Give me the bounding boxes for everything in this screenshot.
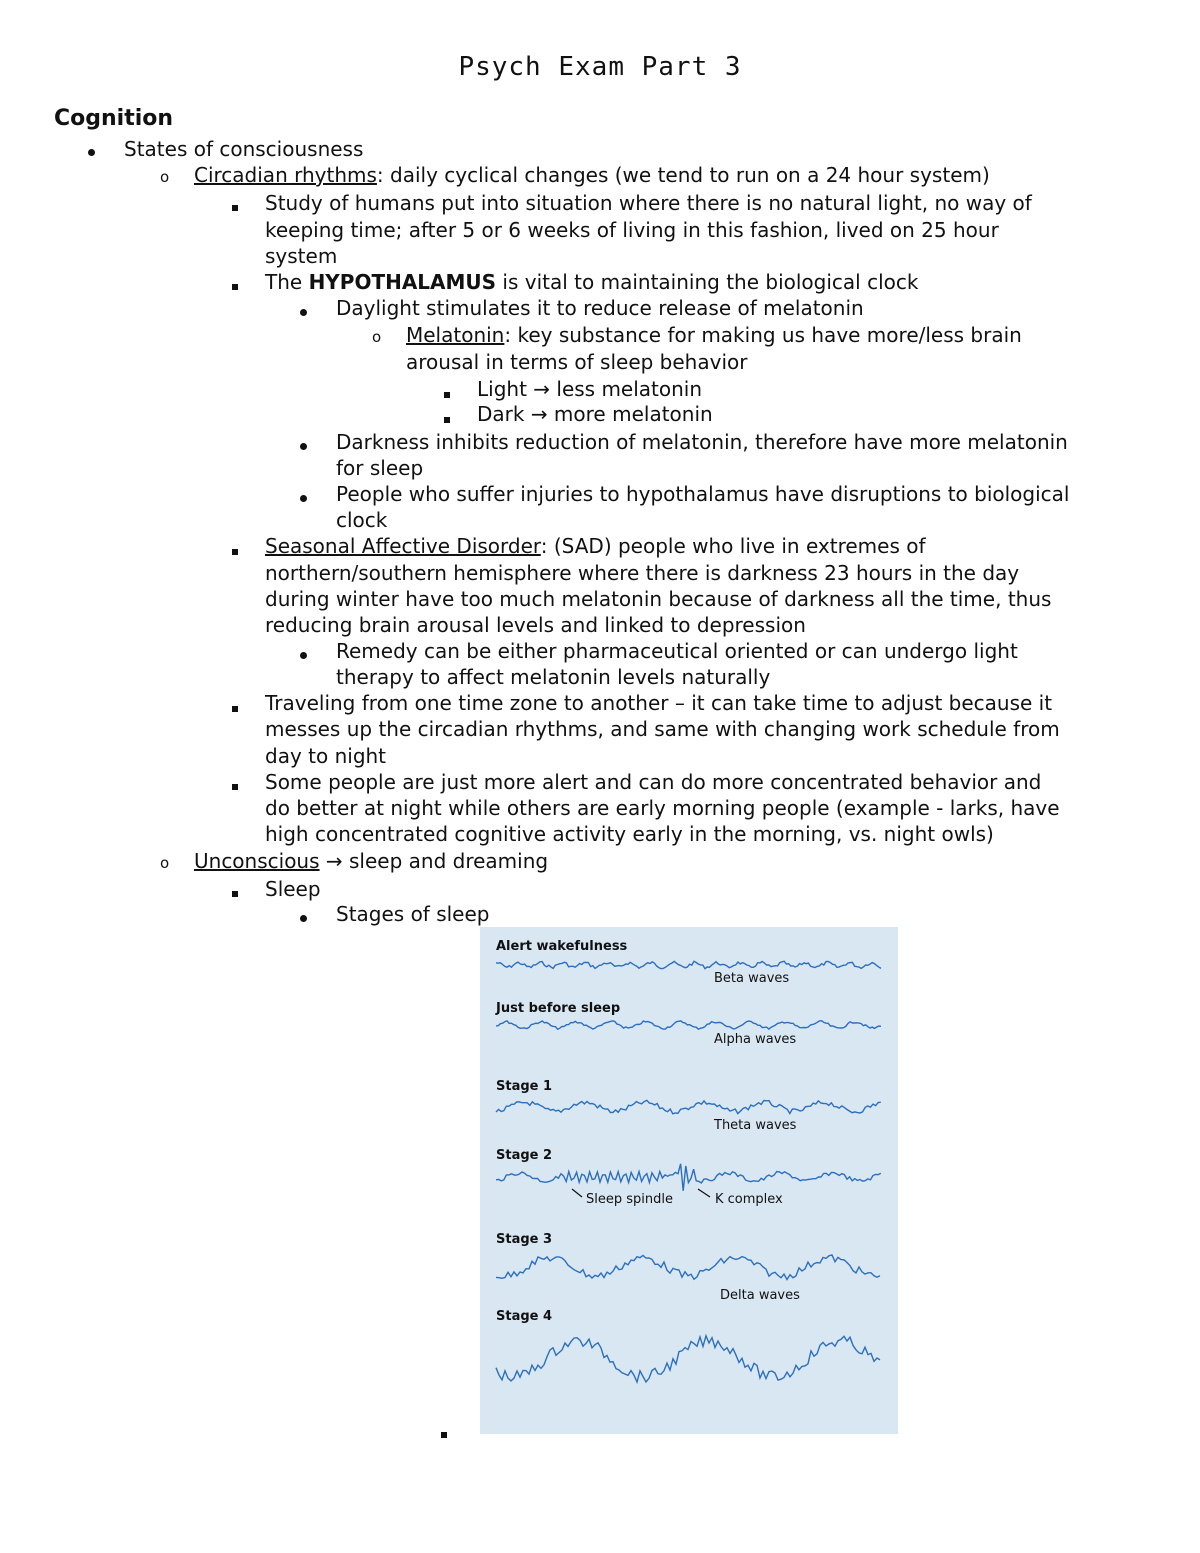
wave-delta-stage3 bbox=[496, 1255, 880, 1280]
wave-alpha bbox=[496, 1021, 881, 1030]
label-beta-waves: Beta waves bbox=[714, 971, 790, 986]
sad-term: Seasonal Affective Disorder bbox=[265, 534, 541, 558]
arrow-k-complex bbox=[698, 1189, 710, 1197]
bullet-square bbox=[232, 535, 238, 561]
bullet-disc bbox=[300, 430, 307, 456]
remedy-line-2: therapy to affect melatonin levels naturally bbox=[336, 665, 771, 689]
list-item-states: States of consciousness bbox=[124, 137, 364, 161]
alert-line-2: do better at night while others are early morning people (example - larks, have bbox=[265, 796, 1060, 820]
bullet-disc bbox=[300, 482, 307, 508]
list-item-stages: Stages of sleep bbox=[336, 902, 490, 926]
bullet-disc bbox=[300, 902, 307, 928]
darkness-line-1: Darkness inhibits reduction of melatonin, therefore have more melatonin bbox=[336, 430, 1068, 454]
label-alpha-waves: Alpha waves bbox=[714, 1032, 797, 1047]
label-sleep-spindle: Sleep spindle bbox=[586, 1192, 673, 1207]
alert-line-1: Some people are just more alert and can do more concentrated behavior and bbox=[265, 770, 1042, 794]
study-line-1: Study of humans put into situation where there is no natural light, no way of bbox=[265, 191, 1032, 215]
list-item-sleep: Sleep bbox=[265, 877, 321, 901]
study-line-2: keeping time; after 5 or 6 weeks of living in this fashion, lived on 25 hour bbox=[265, 218, 999, 242]
sad-line-4: reducing brain arousal levels and linked to depression bbox=[265, 613, 806, 637]
melatonin-definition: : key substance for making us have more/less brain bbox=[504, 323, 1022, 347]
eeg-sleep-stages-figure bbox=[480, 927, 898, 1434]
label-stage-1: Stage 1 bbox=[496, 1079, 553, 1094]
remedy-line-1: Remedy can be either pharmaceutical oriented or can undergo light bbox=[336, 639, 1018, 663]
list-item-light: Light → less melatonin bbox=[477, 377, 703, 401]
bullet-square bbox=[232, 270, 238, 296]
label-k-complex: K complex bbox=[715, 1192, 783, 1207]
list-item-circadian bbox=[194, 162, 990, 188]
label-stage-3: Stage 3 bbox=[496, 1232, 553, 1247]
wave-theta bbox=[496, 1100, 881, 1114]
sad-line-3: during winter have too much melatonin because of darkness all the time, thus bbox=[265, 587, 1052, 611]
list-item-melatonin bbox=[406, 322, 1022, 348]
hypothalamus-prefix: The bbox=[265, 270, 309, 294]
melatonin-line-2: arousal in terms of sleep behavior bbox=[406, 350, 748, 374]
list-item-sad bbox=[265, 533, 926, 559]
section-heading: Cognition bbox=[54, 106, 174, 131]
bullet-square bbox=[444, 378, 450, 404]
bullet-square bbox=[441, 1418, 447, 1444]
injuries-line-2: clock bbox=[336, 508, 388, 532]
travel-line-1: Traveling from one time zone to another – it can take time to adjust because it bbox=[265, 691, 1053, 715]
circadian-definition: : daily cyclical changes (we tend to run on a 24 hour system) bbox=[376, 163, 990, 187]
unconscious-rest: → sleep and dreaming bbox=[319, 849, 549, 873]
bullet-square bbox=[232, 692, 238, 718]
alert-line-3: high concentrated cognitive activity early in the morning, vs. night owls) bbox=[265, 822, 994, 846]
sad-definition: : (SAD) people who live in extremes of bbox=[540, 534, 926, 558]
bullet-disc bbox=[88, 136, 95, 162]
wave-stage2 bbox=[496, 1164, 881, 1191]
bullet-circle: o bbox=[372, 328, 382, 346]
label-stage-2: Stage 2 bbox=[496, 1148, 553, 1163]
eeg-figure-svg bbox=[480, 927, 898, 1434]
bullet-disc bbox=[300, 639, 307, 665]
bullet-square bbox=[232, 770, 238, 796]
label-theta-waves: Theta waves bbox=[714, 1118, 797, 1133]
unconscious-term: Unconscious bbox=[194, 849, 320, 873]
label-delta-waves: Delta waves bbox=[720, 1288, 800, 1303]
bullet-square bbox=[232, 191, 238, 217]
darkness-line-2: for sleep bbox=[336, 456, 424, 480]
circadian-term: Circadian rhythms bbox=[194, 163, 377, 187]
wave-delta-stage4 bbox=[496, 1336, 880, 1382]
bullet-square bbox=[444, 403, 450, 429]
label-just-before-sleep: Just before sleep bbox=[496, 1001, 621, 1016]
hypothalamus-rest: is vital to maintaining the biological clock bbox=[496, 270, 919, 294]
list-item-hypothalamus bbox=[265, 269, 918, 295]
label-stage-4: Stage 4 bbox=[496, 1309, 553, 1324]
list-item-daylight: Daylight stimulates it to reduce release of melatonin bbox=[336, 296, 864, 320]
list-item-dark: Dark → more melatonin bbox=[477, 402, 713, 426]
bullet-square bbox=[232, 877, 238, 903]
bullet-circle: o bbox=[160, 168, 170, 186]
arrow-sleep-spindle bbox=[572, 1189, 582, 1197]
melatonin-term: Melatonin bbox=[406, 323, 505, 347]
page-title: Psych Exam Part 3 bbox=[458, 52, 742, 82]
injuries-line-1: People who suffer injuries to hypothalamus have disruptions to biological bbox=[336, 482, 1070, 506]
study-line-3: system bbox=[265, 244, 338, 268]
travel-line-3: day to night bbox=[265, 744, 387, 768]
bullet-circle: o bbox=[160, 854, 170, 872]
list-item-unconscious bbox=[194, 848, 548, 874]
bullet-disc bbox=[300, 296, 307, 322]
label-alert-wakefulness: Alert wakefulness bbox=[496, 939, 628, 954]
sad-line-2: northern/southern hemisphere where there is darkness 23 hours in the day bbox=[265, 561, 1020, 585]
wave-beta bbox=[496, 961, 881, 968]
hypothalamus-term: HYPOTHALAMUS bbox=[308, 270, 497, 294]
travel-line-2: messes up the circadian rhythms, and same with changing work schedule from bbox=[265, 717, 1060, 741]
